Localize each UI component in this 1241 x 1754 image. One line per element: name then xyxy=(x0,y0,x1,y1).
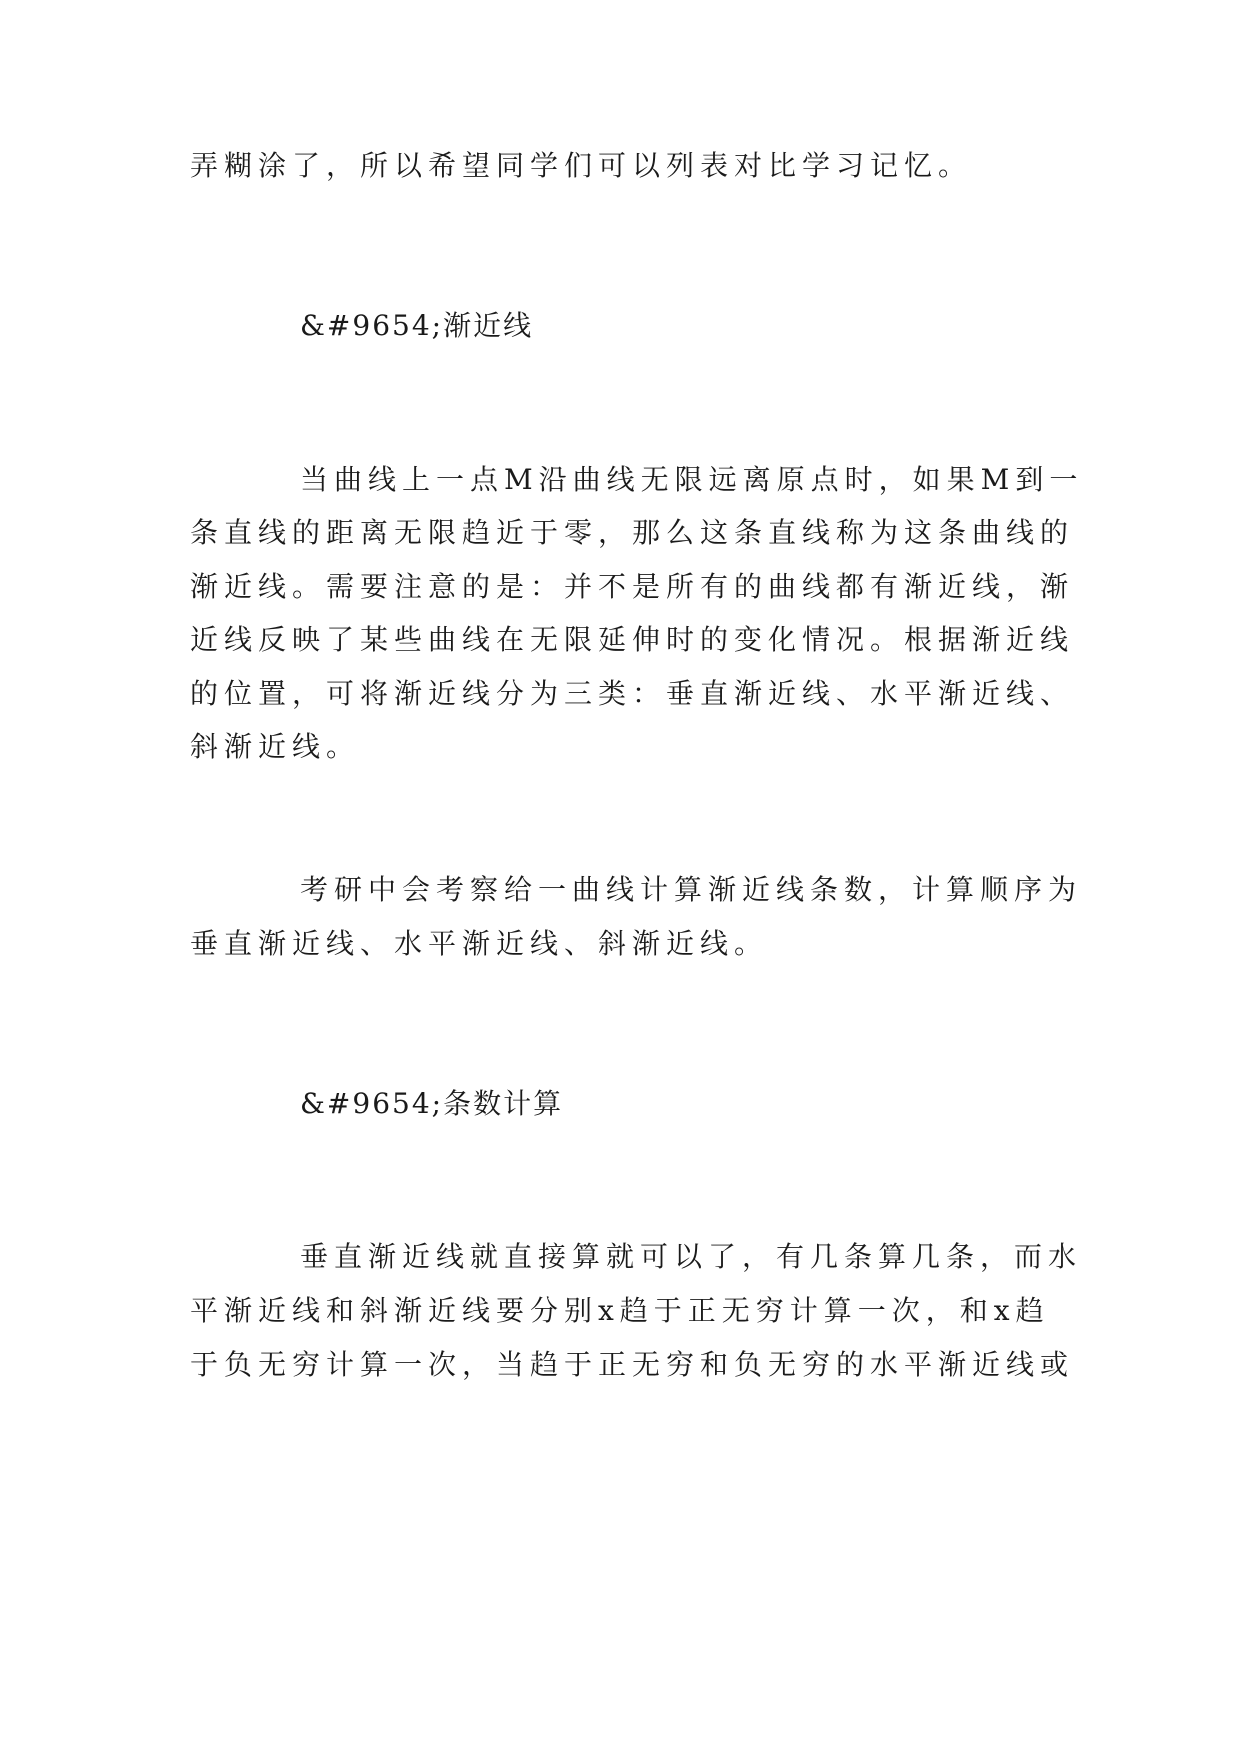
paragraph-line: 垂直渐近线就直接算就可以了，有几条算几条，而水 xyxy=(300,1240,1083,1273)
paragraph-line: 平渐近线和斜渐近线要分别x趋于正无穷计算一次，和x趋 xyxy=(190,1294,1050,1327)
paragraph-line: 弄糊涂了，所以希望同学们可以列表对比学习记忆。 xyxy=(190,149,973,182)
paragraph-line: 当曲线上一点M沿曲线无限远离原点时，如果M到一 xyxy=(300,463,1084,496)
paragraph-line: 斜渐近线。 xyxy=(190,730,361,763)
paragraph-line: 考研中会考察给一曲线计算渐近线条数，计算顺序为 xyxy=(300,873,1083,906)
paragraph-line: 于负无穷计算一次，当趋于正无穷和负无穷的水平渐近线或 xyxy=(190,1348,1075,1381)
paragraph-line: 近线反映了某些曲线在无限延伸时的变化情况。根据渐近线 xyxy=(190,623,1075,656)
section-heading-asymptote: &#9654;渐近线 xyxy=(300,309,534,342)
paragraph-line: 条直线的距离无限趋近于零，那么这条直线称为这条曲线的 xyxy=(190,516,1075,549)
paragraph-line: 的位置，可将渐近线分为三类：垂直渐近线、水平渐近线、 xyxy=(190,677,1075,710)
paragraph-line: 垂直渐近线、水平渐近线、斜渐近线。 xyxy=(190,927,769,960)
section-heading-count: &#9654;条数计算 xyxy=(300,1087,564,1120)
paragraph-line: 渐近线。需要注意的是：并不是所有的曲线都有渐近线，渐 xyxy=(190,570,1075,603)
